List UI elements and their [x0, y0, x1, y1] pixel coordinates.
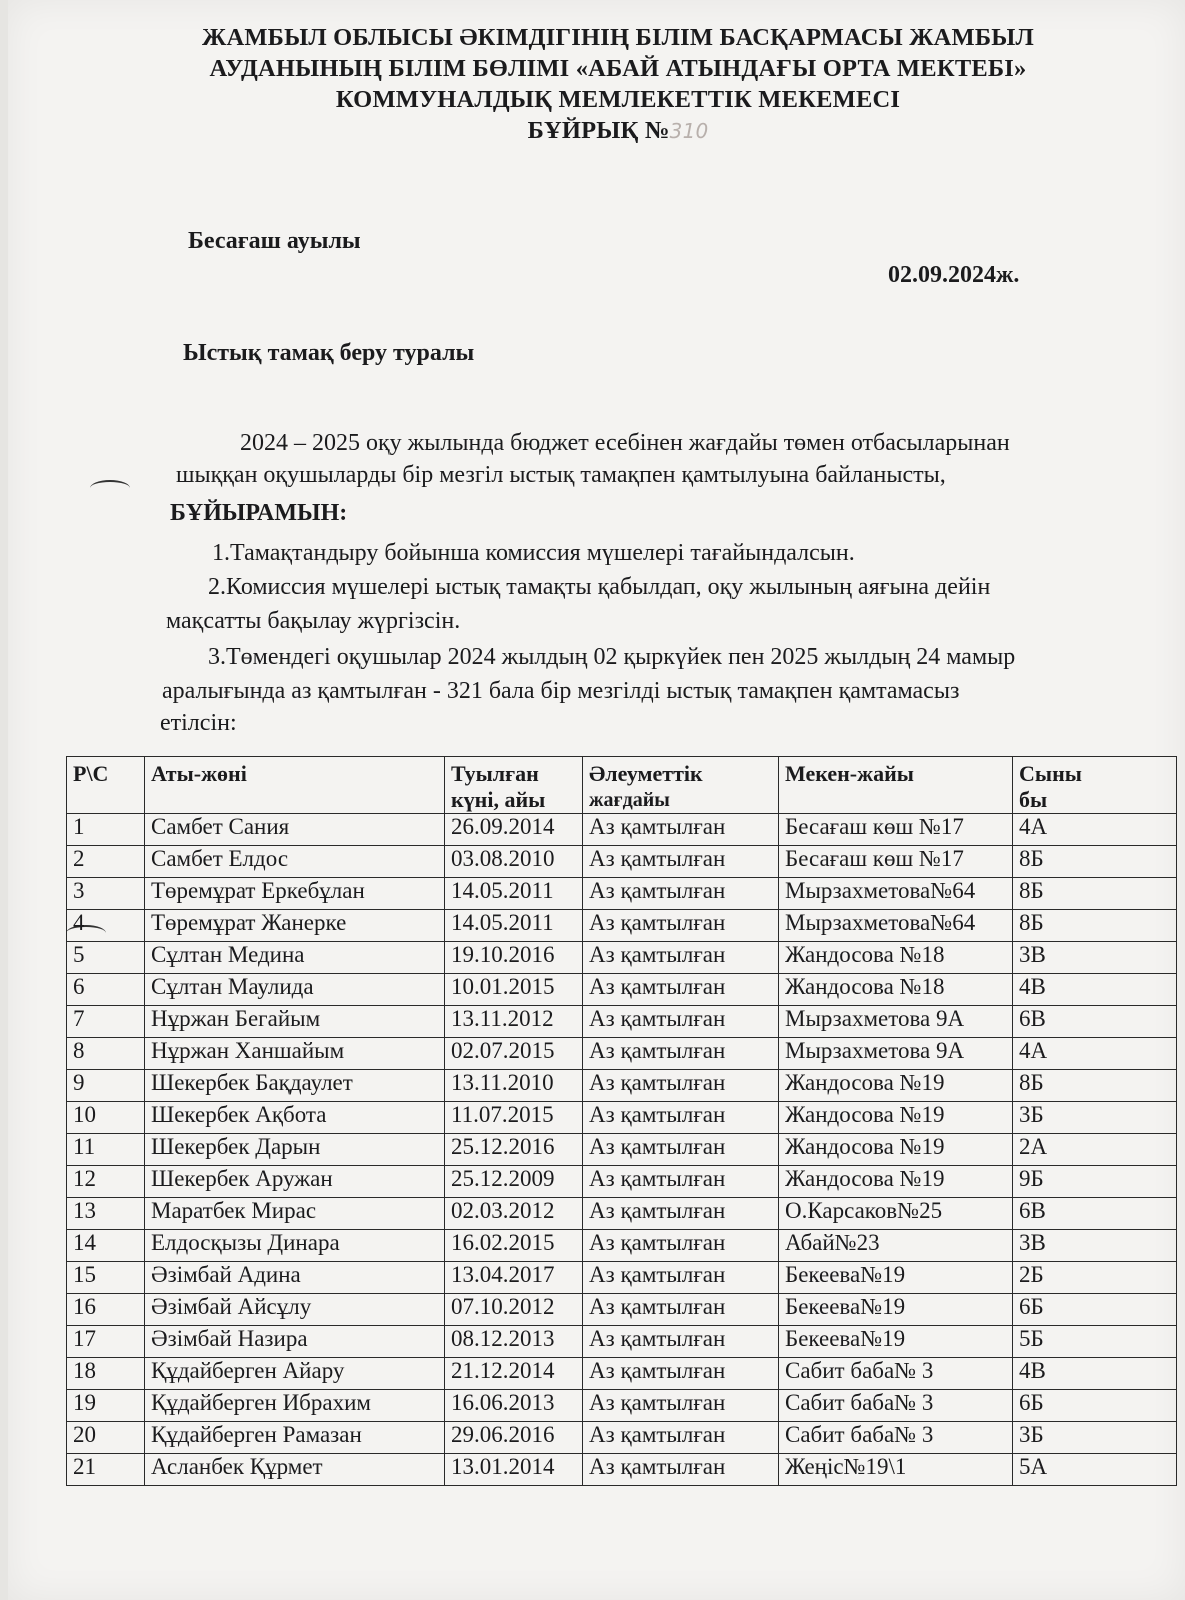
table-row: [67, 1358, 1177, 1390]
cell-number: 3: [67, 878, 145, 910]
cell-address: Жандосова №18: [779, 942, 1013, 974]
table-row: [67, 1326, 1177, 1358]
students-table: [66, 756, 1177, 1486]
cell-address: Жандосова №19: [779, 1070, 1013, 1102]
order-date: 02.09.2024ж.: [888, 262, 1020, 288]
cell-class: 8Б: [1013, 878, 1177, 910]
cell-address: Сабит баба№ 3: [779, 1422, 1013, 1454]
place-name: Бесағаш ауылы: [188, 228, 361, 254]
document-header: [118, 22, 1118, 147]
table-row: [67, 1198, 1177, 1230]
cell-class: 2А: [1013, 1134, 1177, 1166]
cell-number: 21: [67, 1454, 145, 1486]
cell-name: Елдосқызы Динара: [145, 1230, 445, 1262]
cell-birth-date: 25.12.2016: [445, 1134, 583, 1166]
item-3-line-3: етілсін:: [160, 710, 237, 736]
cell-address: Жандосова №19: [779, 1134, 1013, 1166]
cell-social-status: Аз қамтылған: [583, 1294, 779, 1326]
cell-name: Әзімбай Назира: [145, 1326, 445, 1358]
table-row: [67, 1230, 1177, 1262]
cell-name: Асланбек Құрмет: [145, 1454, 445, 1486]
col-header-social-line-2: жағдайы: [589, 789, 670, 811]
cell-class: 9Б: [1013, 1166, 1177, 1198]
cell-number: 10: [67, 1102, 145, 1134]
cell-name: Нұржан Бегайым: [145, 1006, 445, 1038]
document-page: [8, 0, 1185, 1600]
col-header-name: Аты-жөні: [145, 757, 445, 814]
cell-birth-date: 26.09.2014: [445, 814, 583, 846]
item-2-line-1: 2.Комиссия мүшелері ыстық тамақты қабылдап, оқу жылының аяғына дейін: [208, 574, 991, 600]
cell-name: Маратбек Мирас: [145, 1198, 445, 1230]
cell-name: Нұржан Ханшайым: [145, 1038, 445, 1070]
table-row: [67, 1102, 1177, 1134]
cell-class: 8Б: [1013, 910, 1177, 942]
cell-name: Төремұрат Жанерке: [145, 910, 445, 942]
cell-name: Құдайберген Ибрахим: [145, 1390, 445, 1422]
cell-number: 7: [67, 1006, 145, 1038]
cell-class: 4В: [1013, 974, 1177, 1006]
cell-address: Жеңіс№19\1: [779, 1454, 1013, 1486]
cell-name: Шекербек Бақдаулет: [145, 1070, 445, 1102]
cell-address: Жандосова №18: [779, 974, 1013, 1006]
cell-birth-date: 21.12.2014: [445, 1358, 583, 1390]
cell-class: 4В: [1013, 1358, 1177, 1390]
cell-number: 6: [67, 974, 145, 1006]
table-row: [67, 814, 1177, 846]
table-row: [67, 1390, 1177, 1422]
cell-social-status: Аз қамтылған: [583, 1454, 779, 1486]
cell-address: Бекеева№19: [779, 1262, 1013, 1294]
cell-birth-date: 25.12.2009: [445, 1166, 583, 1198]
cell-number: 18: [67, 1358, 145, 1390]
cell-name: Төремұрат Еркебұлан: [145, 878, 445, 910]
cell-address: Сабит баба№ 3: [779, 1358, 1013, 1390]
header-line-2: АУДАНЫНЫҢ БІЛІМ БӨЛІМІ «АБАЙ АТЫНДАҒЫ ОРТА МЕКТЕБІ»: [209, 55, 1027, 82]
cell-social-status: Аз қамтылған: [583, 1230, 779, 1262]
intro-line-1: 2024 – 2025 оқу жылында бюджет есебінен жағдайы төмен отбасыларынан: [240, 430, 1010, 456]
cell-class: 2Б: [1013, 1262, 1177, 1294]
cell-social-status: Аз қамтылған: [583, 1422, 779, 1454]
cell-birth-date: 08.12.2013: [445, 1326, 583, 1358]
cell-social-status: Аз қамтылған: [583, 1198, 779, 1230]
cell-address: Мырзахметова 9А: [779, 1006, 1013, 1038]
cell-birth-date: 16.02.2015: [445, 1230, 583, 1262]
cell-number: 17: [67, 1326, 145, 1358]
cell-social-status: Аз қамтылған: [583, 1006, 779, 1038]
table-header-row: [67, 757, 1177, 814]
cell-number: 15: [67, 1262, 145, 1294]
item-3-line-1: 3.Төмендегі оқушылар 2024 жылдың 02 қыркүйек пен 2025 жылдың 24 мамыр: [208, 644, 1016, 670]
cell-number: 4: [67, 910, 145, 942]
cell-birth-date: 14.05.2011: [445, 910, 583, 942]
cell-address: Бекеева№19: [779, 1294, 1013, 1326]
col-header-class-line-2: бы: [1019, 787, 1048, 812]
cell-class: 3Б: [1013, 1102, 1177, 1134]
cell-class: 4А: [1013, 814, 1177, 846]
table-row: [67, 910, 1177, 942]
cell-class: 8Б: [1013, 846, 1177, 878]
cell-name: Самбет Сания: [145, 814, 445, 846]
table-row: [67, 1070, 1177, 1102]
table-row: [67, 1038, 1177, 1070]
cell-social-status: Аз қамтылған: [583, 1390, 779, 1422]
cell-birth-date: 10.01.2015: [445, 974, 583, 1006]
paper-fold-mark: [90, 480, 130, 496]
cell-social-status: Аз қамтылған: [583, 1134, 779, 1166]
cell-birth-date: 11.07.2015: [445, 1102, 583, 1134]
cell-number: 20: [67, 1422, 145, 1454]
cell-birth-date: 13.01.2014: [445, 1454, 583, 1486]
cell-number: 2: [67, 846, 145, 878]
cell-birth-date: 07.10.2012: [445, 1294, 583, 1326]
cell-social-status: Аз қамтылған: [583, 814, 779, 846]
cell-class: 6Б: [1013, 1294, 1177, 1326]
table-row: [67, 1294, 1177, 1326]
cell-social-status: Аз қамтылған: [583, 1102, 779, 1134]
cell-class: 6В: [1013, 1006, 1177, 1038]
col-header-birth-line-1: Туылған: [451, 761, 539, 786]
cell-name: Сұлтан Маулида: [145, 974, 445, 1006]
cell-number: 5: [67, 942, 145, 974]
col-header-birth-line-2: күні, айы: [451, 787, 546, 812]
cell-name: Шекербек Ақбота: [145, 1102, 445, 1134]
cell-social-status: Аз қамтылған: [583, 1262, 779, 1294]
cell-number: 8: [67, 1038, 145, 1070]
col-header-social: [583, 757, 779, 814]
intro-line-2: шыққан оқушыларды бір мезгіл ыстық тамақпен қамтылуына байланысты,: [176, 462, 946, 488]
cell-address: Мырзахметова 9А: [779, 1038, 1013, 1070]
cell-social-status: Аз қамтылған: [583, 1326, 779, 1358]
header-line-1: ЖАМБЫЛ ОБЛЫСЫ ӘКІМДІГІНІҢ БІЛІМ БАСҚАРМАСЫ ЖАМБЫЛ: [202, 24, 1034, 51]
table-row: [67, 878, 1177, 910]
cell-name: Құдайберген Айару: [145, 1358, 445, 1390]
cell-number: 14: [67, 1230, 145, 1262]
cell-class: 3В: [1013, 942, 1177, 974]
order-number: 310: [669, 119, 709, 143]
table-row: [67, 1006, 1177, 1038]
cell-social-status: Аз қамтылған: [583, 942, 779, 974]
table-row: [67, 974, 1177, 1006]
cell-birth-date: 13.11.2012: [445, 1006, 583, 1038]
cell-address: Жандосова №19: [779, 1166, 1013, 1198]
cell-number: 16: [67, 1294, 145, 1326]
order-label: БҰЙРЫҚ №: [527, 117, 670, 144]
cell-birth-date: 02.07.2015: [445, 1038, 583, 1070]
col-header-class-line-1: Сыны: [1019, 761, 1082, 786]
cell-class: 3Б: [1013, 1422, 1177, 1454]
cell-number: 19: [67, 1390, 145, 1422]
table-row: [67, 942, 1177, 974]
cell-name: Шекербек Аружан: [145, 1166, 445, 1198]
cell-birth-date: 13.04.2017: [445, 1262, 583, 1294]
cell-social-status: Аз қамтылған: [583, 974, 779, 1006]
cell-birth-date: 16.06.2013: [445, 1390, 583, 1422]
cell-address: Бесағаш көш №17: [779, 846, 1013, 878]
cell-social-status: Аз қамтылған: [583, 1038, 779, 1070]
cell-number: 11: [67, 1134, 145, 1166]
table-row: [67, 1454, 1177, 1486]
cell-class: 6В: [1013, 1198, 1177, 1230]
table-row: [67, 1134, 1177, 1166]
cell-class: 3В: [1013, 1230, 1177, 1262]
cell-address: Абай№23: [779, 1230, 1013, 1262]
cell-social-status: Аз қамтылған: [583, 1358, 779, 1390]
cell-number: 1: [67, 814, 145, 846]
cell-social-status: Аз қамтылған: [583, 910, 779, 942]
table-row: [67, 1166, 1177, 1198]
order-word: БҰЙЫРАМЫН:: [170, 500, 348, 526]
item-2-line-2: мақсатты бақылау жүргізсін.: [166, 608, 461, 634]
cell-name: Құдайберген Рамазан: [145, 1422, 445, 1454]
cell-name: Әзімбай Адина: [145, 1262, 445, 1294]
cell-social-status: Аз қамтылған: [583, 846, 779, 878]
cell-birth-date: 02.03.2012: [445, 1198, 583, 1230]
cell-name: Әзімбай Айсұлу: [145, 1294, 445, 1326]
cell-social-status: Аз қамтылған: [583, 878, 779, 910]
col-header-number: Р\С: [67, 757, 145, 814]
cell-birth-date: 03.08.2010: [445, 846, 583, 878]
cell-social-status: Аз қамтылған: [583, 1070, 779, 1102]
cell-address: Мырзахметова№64: [779, 910, 1013, 942]
cell-class: 4А: [1013, 1038, 1177, 1070]
cell-address: Бекеева№19: [779, 1326, 1013, 1358]
table-row: [67, 846, 1177, 878]
cell-birth-date: 19.10.2016: [445, 942, 583, 974]
order-title: [118, 115, 1118, 147]
cell-class: 5А: [1013, 1454, 1177, 1486]
cell-class: 8Б: [1013, 1070, 1177, 1102]
cell-address: О.Карсаков№25: [779, 1198, 1013, 1230]
cell-class: 6Б: [1013, 1390, 1177, 1422]
col-header-social-line-1: Әлеуметтік: [589, 761, 703, 786]
item-3-line-2: аралығында аз қамтылған - 321 бала бір мезгілді ыстық тамақпен қамтамасыз: [162, 678, 960, 704]
cell-class: 5Б: [1013, 1326, 1177, 1358]
cell-birth-date: 13.11.2010: [445, 1070, 583, 1102]
cell-name: Самбет Елдос: [145, 846, 445, 878]
cell-number: 9: [67, 1070, 145, 1102]
order-subject: Ыстық тамақ беру туралы: [183, 340, 475, 366]
table-row: [67, 1262, 1177, 1294]
col-header-birth: [445, 757, 583, 814]
cell-social-status: Аз қамтылған: [583, 1166, 779, 1198]
cell-number: 12: [67, 1166, 145, 1198]
table-row: [67, 1422, 1177, 1454]
cell-address: Бесағаш көш №17: [779, 814, 1013, 846]
cell-address: Мырзахметова№64: [779, 878, 1013, 910]
item-1: 1.Тамақтандыру бойынша комиссия мүшелері тағайындалсын.: [212, 540, 855, 566]
col-header-address: Мекен-жайы: [779, 757, 1013, 814]
cell-name: Шекербек Дарын: [145, 1134, 445, 1166]
cell-birth-date: 29.06.2016: [445, 1422, 583, 1454]
col-header-class: [1013, 757, 1177, 814]
cell-name: Сұлтан Медина: [145, 942, 445, 974]
cell-address: Жандосова №19: [779, 1102, 1013, 1134]
cell-number: 13: [67, 1198, 145, 1230]
cell-address: Сабит баба№ 3: [779, 1390, 1013, 1422]
cell-birth-date: 14.05.2011: [445, 878, 583, 910]
header-line-3: КОММУНАЛДЫҚ МЕМЛЕКЕТТІК МЕКЕМЕСІ: [335, 86, 901, 113]
